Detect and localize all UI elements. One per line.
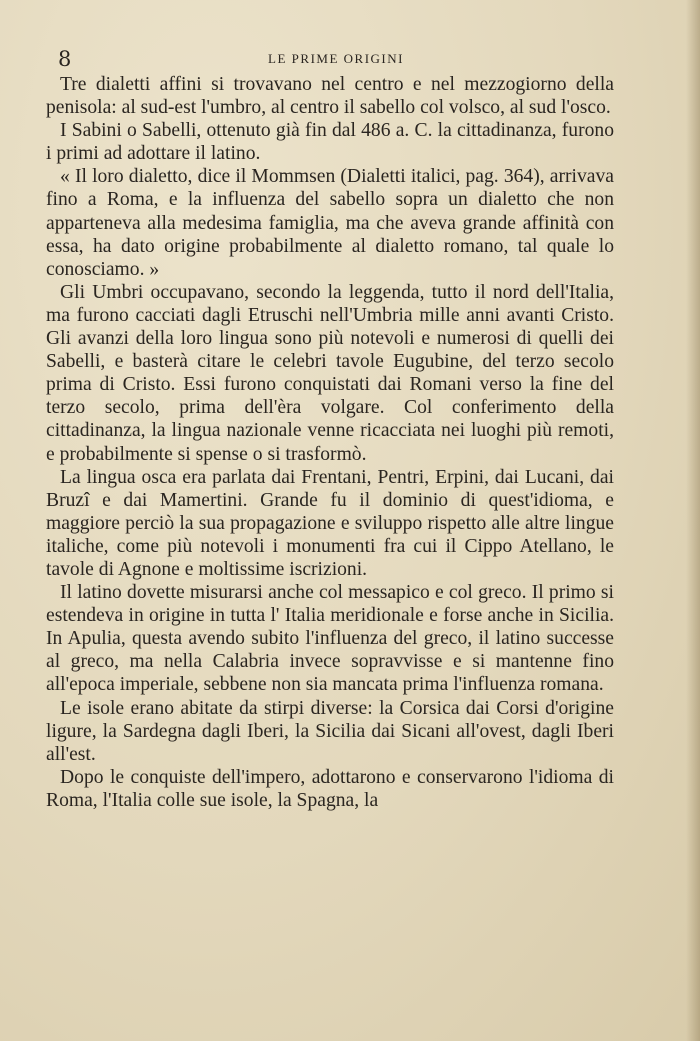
paragraph-mommsen-quote: « Il loro dialetto, dice il Mommsen (Dialetti italici, pag. 364), arrivava fino a Roma, e la influenza del sabello sopra un dialetto che non apparteneva alla medesima famiglia, ma che aveva grande affinità con essa, ha dato origine probabilmente al dialetto romano, tal quale lo conosciamo. » [46, 166, 614, 280]
page-header [58, 44, 614, 74]
paragraph-osca: La lingua osca era parlata dai Frentani, Pentri, Erpini, dai Lucani, dai Bruzî e dai Mamertini. Grande fu il dominio di quest'idioma, e maggiore perciò la sua propagazione e sviluppo rispetto alle altre lingue italiche, come più notevoli i monumenti fra cui il Cippo Atellano, le tavole di Agnone e moltissime iscrizioni. [46, 466, 614, 580]
paragraph-messapico: Il latino dovette misurarsi anche col messapico e col greco. Il primo si estendeva in origine in tutta l' Italia meridionale e forse anche in Sicilia. In Apulia, questa avendo subito l'influenza del greco, il latino successe al greco, ma nella Calabria invece sopravvisse e si mantenne fino all'epoca imperiale, sebbene non sia mancata prima l'influenza romana. [46, 582, 614, 696]
paragraph-isole: Le isole erano abitate da stirpi diverse: la Corsica dai Corsi d'origine ligure, la Sardegna dagli Iberi, la Sicilia dai Sicani all'ovest, dagli Iberi all'est. [46, 697, 614, 765]
body-text [46, 73, 614, 812]
paragraph-impero: Dopo le conquiste dell'impero, adottarono e conservarono l'idioma di Roma, l'Italia colle sue isole, la Spagna, la [46, 766, 614, 811]
page-number: 8 [58, 47, 72, 71]
paragraph-sabini: I Sabini o Sabelli, ottenuto già fin dal 486 a. C. la cittadinanza, furono i primi ad adottare il latino. [46, 120, 614, 165]
paragraph-dialects: Tre dialetti affini si trovavano nel centro e nel mezzogiorno della penisola: al sud-est l'umbro, al centro il sabello col volsco, al sud l'osco. [46, 74, 614, 119]
running-head: LE PRIME ORIGINI [268, 51, 404, 66]
page-edge-shadow [686, 0, 700, 1041]
paragraph-umbri: Gli Umbri occupavano, secondo la leggenda, tutto il nord dell'Italia, ma furono cacciati dagli Etruschi nell'Umbria mille anni avanti Cristo. Gli avanzi della loro lingua sono più notevoli e numerosi di quelli dei Sabelli, e basterà citare le celebri tavole Eugubine, del terzo secolo prima di Cristo. Essi furono conquistati dai Romani verso la fine del terzo secolo, prima dell'èra volgare. Col conferimento della cittadinanza, la lingua nazionale venne ricacciata nei luoghi più remoti, e probabilmente si spense o si trasformò. [46, 281, 614, 465]
